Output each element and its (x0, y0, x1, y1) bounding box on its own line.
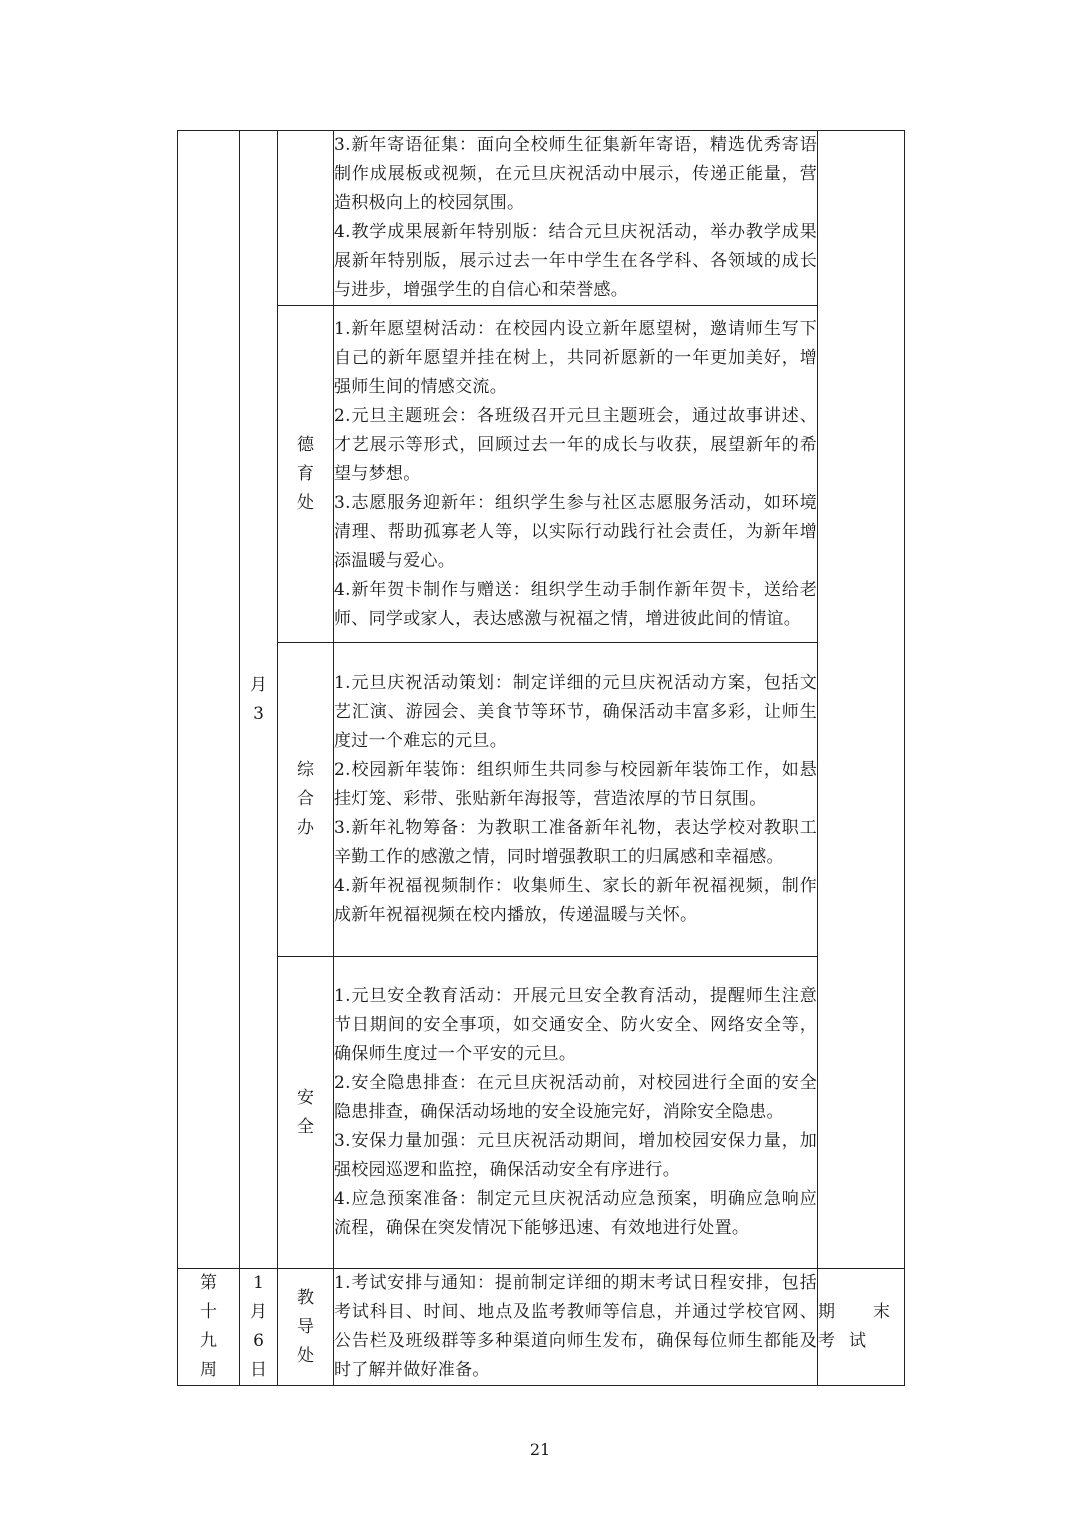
content-cell-moral-education (334, 306, 818, 643)
date-char: 月 (250, 1302, 267, 1322)
dept-cell-general-office (278, 643, 334, 957)
continued-row (178, 131, 905, 306)
item-paragraph: 3.安保力量加强：元旦庆祝活动期间，增加校园安保力量，加强校园巡逻和监控，确保活动安全有序进行。 (334, 1131, 817, 1180)
week-char: 十 (200, 1302, 217, 1322)
date-cell-continued (240, 131, 278, 1269)
dept-row-general-office (178, 643, 905, 957)
date-char: 6 (253, 1331, 264, 1351)
dept-row-moral-education (178, 306, 905, 643)
date-cell-19 (240, 1269, 278, 1386)
date-char: 日 (250, 1360, 267, 1380)
item-paragraph: 2.元旦主题班会：各班级召开元旦主题班会，通过故事讲述、才艺展示等形式，回顾过去一年的成长与收获，展望新年的希望与梦想。 (334, 405, 817, 484)
week-char: 第 (200, 1273, 217, 1293)
dept-cell-teaching-office (278, 1269, 334, 1386)
content-cell-general-office (334, 643, 818, 957)
item-paragraph: 4.新年祝福视频制作：收集师生、家长的新年祝福视频，制作成新年祝福视频在校内播放，传递温暖与关怀。 (334, 876, 817, 925)
item-paragraph: 4.应急预案准备：制定元旦庆祝活动应急预案，明确应急响应流程，确保在突发情况下能够迅速、有效地进行处置。 (334, 1189, 817, 1238)
remark-text: 期末考试 (818, 1302, 904, 1351)
item-paragraph: 4.教学成果展新年特别版：结合元旦庆祝活动，举办教学成果展新年特别版，展示过去一年中学生在各学科、各领域的成长与进步，增强学生的自信心和荣誉感。 (334, 222, 817, 300)
item-paragraph: 3.新年寄语征集：面向全校师生征集新年寄语，精选优秀寄语制作成展板或视频，在元旦庆祝活动中展示，传递正能量，营造积极向上的校园氛围。 (334, 135, 817, 213)
week-cell-19 (178, 1269, 240, 1386)
item-paragraph: 3.志愿服务迎新年：组织学生参与社区志愿服务活动，如环境清理、帮助孤寡老人等，以实际行动践行社会责任，为新年增添温暖与爱心。 (334, 492, 817, 571)
item-paragraph: 2.安全隐患排查：在元旦庆祝活动前，对校园进行全面的安全隐患排查，确保活动场地的安全设施完好，消除安全隐患。 (334, 1073, 817, 1122)
dept-char: 办 (297, 818, 314, 838)
dept-cell-safety (278, 957, 334, 1269)
dept-char: 合 (297, 789, 314, 809)
item-paragraph: 4.新年贺卡制作与赠送：组织学生动手制作新年贺卡，送给老师、同学或家人，表达感激与祝福之情，增进彼此间的情谊。 (334, 579, 817, 629)
content-cell-safety (334, 957, 818, 1269)
remark-cell-continued (818, 131, 905, 1269)
dept-char: 安 (297, 1087, 314, 1108)
content-cell-continued (334, 131, 818, 306)
dept-char: 导 (297, 1316, 314, 1337)
dept-char: 教 (297, 1287, 314, 1308)
dept-char: 全 (297, 1116, 314, 1137)
item-paragraph: 1.新年愿望树活动：在校园内设立新年愿望树，邀请师生写下自己的新年愿望并挂在树上，共同祈愿新的一年更加美好，增强师生间的情感交流。 (334, 318, 817, 397)
item-paragraph: 2.校园新年装饰：组织师生共同参与校园新年装饰工作，如悬挂灯笼、彩带、张贴新年海报等，营造浓厚的节日氛围。 (334, 760, 817, 809)
item-paragraph: 1.考试安排与通知：提前制定详细的期末考试日程安排，包括考试科目、时间、地点及监考教师等信息，并通过学校官网、公告栏及班级群等多种渠道向师生发布，确保每位师生都能及时了解并做好准备。 (334, 1273, 817, 1380)
page-number: 21 (529, 1440, 551, 1459)
item-paragraph: 1.元旦安全教育活动：开展元旦安全教育活动，提醒师生注意节日期间的安全事项，如交通安全、防火安全、网络安全等，确保师生度过一个平安的元旦。 (334, 986, 817, 1064)
date-char: 1 (253, 1273, 264, 1293)
remark-cell-19 (818, 1269, 905, 1386)
dept-cell-moral-education (278, 306, 334, 643)
dept-char: 育 (297, 463, 314, 484)
dept-row-safety (178, 957, 905, 1269)
date-fragment-day: 3 (253, 703, 264, 724)
week-char: 周 (200, 1360, 217, 1380)
dept-cell-continued (278, 131, 334, 306)
item-paragraph: 1.元旦庆祝活动策划：制定详细的元旦庆祝活动方案，包括文艺汇演、游园会、美食节等环节，确保活动丰富多彩，让师生度过一个难忘的元旦。 (334, 673, 817, 751)
date-fragment-month: 月 (250, 674, 267, 695)
week-19-row (178, 1269, 905, 1386)
dept-char: 处 (297, 492, 314, 513)
schedule-table (177, 130, 905, 1386)
dept-char: 综 (297, 760, 314, 780)
week-char: 九 (200, 1331, 217, 1351)
dept-char: 处 (297, 1345, 314, 1366)
item-paragraph: 3.新年礼物筹备：为教职工准备新年礼物，表达学校对教职工辛勤工作的感激之情，同时增强教职工的归属感和幸福感。 (334, 818, 817, 867)
dept-char: 德 (297, 434, 314, 455)
week-cell-continued (178, 131, 240, 1269)
content-cell-teaching-office (334, 1269, 818, 1386)
